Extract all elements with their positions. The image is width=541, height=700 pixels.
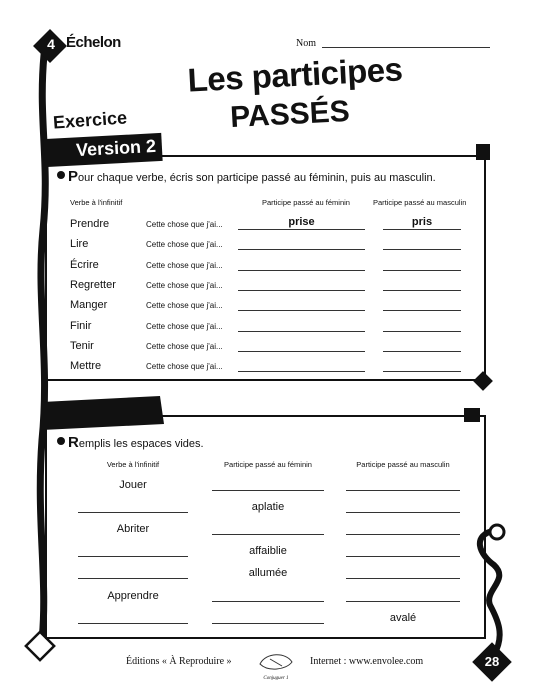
- row-prompt: Cette chose que j'ai...: [146, 301, 223, 311]
- masculine-field[interactable]: [346, 601, 460, 602]
- masculine-field[interactable]: [383, 270, 461, 271]
- page-number: 28: [484, 654, 500, 669]
- verb-label: Finir: [70, 319, 92, 332]
- verb-field[interactable]: [78, 512, 188, 513]
- verb-field[interactable]: [78, 623, 188, 624]
- verb-field[interactable]: [78, 556, 188, 557]
- verb-label: Manger: [70, 299, 108, 312]
- feminine-field[interactable]: [212, 534, 324, 535]
- name-field[interactable]: [322, 47, 490, 48]
- version-label: Version 2: [75, 135, 157, 161]
- level-label: Échelon: [66, 34, 121, 51]
- masculine-field[interactable]: [346, 578, 460, 579]
- s1-col-infinitive: Verbe à l'infinitif: [70, 198, 123, 207]
- feminine-field[interactable]: [238, 249, 365, 250]
- verb-label: Lire: [70, 238, 89, 251]
- s1-col-masculine: Participe passé au masculin: [373, 198, 467, 207]
- verb-field[interactable]: [78, 578, 188, 579]
- verb-given: Abriter: [116, 523, 150, 536]
- bullet-icon: [57, 171, 65, 179]
- feminine-field[interactable]: [212, 601, 324, 602]
- verb-label: Écrire: [70, 258, 99, 271]
- title-line1: Les participes: [186, 50, 404, 99]
- logo-caption: Conjuguer 1: [263, 676, 289, 681]
- verb-given: Apprendre: [107, 589, 159, 602]
- masculine-field[interactable]: [383, 249, 461, 250]
- section1-instruction: Pour chaque verbe, écris son participe passé au féminin, puis au masculin.: [68, 168, 436, 185]
- publisher-logo-icon: [256, 650, 296, 674]
- feminine-answer[interactable]: prise: [288, 216, 315, 228]
- s2-col-feminine: Participe passé au féminin: [224, 460, 312, 469]
- row-prompt: Cette chose que j'ai...: [146, 341, 223, 351]
- masculine-field[interactable]: [346, 512, 460, 513]
- feminine-field[interactable]: [238, 229, 365, 230]
- verb-label: Prendre: [70, 218, 110, 230]
- masculine-field[interactable]: [346, 534, 460, 535]
- row-prompt: Cette chose que j'ai...: [146, 362, 223, 372]
- feminine-field[interactable]: [238, 371, 365, 372]
- verb-given: Jouer: [119, 479, 147, 491]
- bullet-icon: [57, 437, 65, 445]
- feminine-given: aplatie: [251, 501, 285, 514]
- level-number: 4: [47, 36, 55, 52]
- row-prompt: Cette chose que j'ai...: [146, 220, 223, 229]
- masculine-field[interactable]: [383, 351, 461, 352]
- masculine-given: avalé: [389, 611, 417, 624]
- feminine-given: allumée: [248, 567, 288, 580]
- masculine-field[interactable]: [383, 229, 461, 230]
- feminine-field[interactable]: [212, 490, 324, 491]
- name-label: Nom: [296, 38, 316, 49]
- verb-label: Regretter: [70, 278, 116, 291]
- row-prompt: Cette chose que j'ai...: [146, 280, 223, 290]
- feminine-field[interactable]: [212, 623, 324, 624]
- verb-label: Tenir: [70, 339, 94, 352]
- s2-col-masculine: Participe passé au masculin: [356, 460, 450, 469]
- exercise-label: Exercice: [52, 107, 128, 133]
- feminine-field[interactable]: [238, 351, 365, 352]
- masculine-field[interactable]: [346, 490, 460, 491]
- row-prompt: Cette chose que j'ai...: [146, 321, 223, 331]
- masculine-field[interactable]: [383, 371, 461, 372]
- masculine-field[interactable]: [383, 331, 461, 332]
- website: Internet : www.envolee.com: [310, 656, 424, 667]
- masculine-field[interactable]: [383, 290, 461, 291]
- section2-instruction: Remplis les espaces vides.: [68, 434, 204, 451]
- s2-col-infinitive: Verbe à l'infinitif: [106, 460, 160, 469]
- feminine-field[interactable]: [238, 310, 365, 311]
- feminine-given: affaiblie: [249, 545, 287, 558]
- title-line2: PASSÉS: [229, 94, 351, 135]
- masculine-answer[interactable]: pris: [411, 216, 433, 228]
- feminine-field[interactable]: [238, 290, 365, 291]
- s1-col-feminine: Participe passé au féminin: [262, 198, 350, 207]
- row-prompt: Cette chose que j'ai...: [146, 260, 223, 270]
- feminine-field[interactable]: [238, 331, 365, 332]
- masculine-field[interactable]: [383, 310, 461, 311]
- feminine-field[interactable]: [238, 270, 365, 271]
- row-prompt: Cette chose que j'ai...: [146, 240, 223, 250]
- masculine-field[interactable]: [346, 556, 460, 557]
- verb-label: Mettre: [70, 360, 102, 373]
- publisher: Éditions « À Reproduire »: [126, 656, 232, 667]
